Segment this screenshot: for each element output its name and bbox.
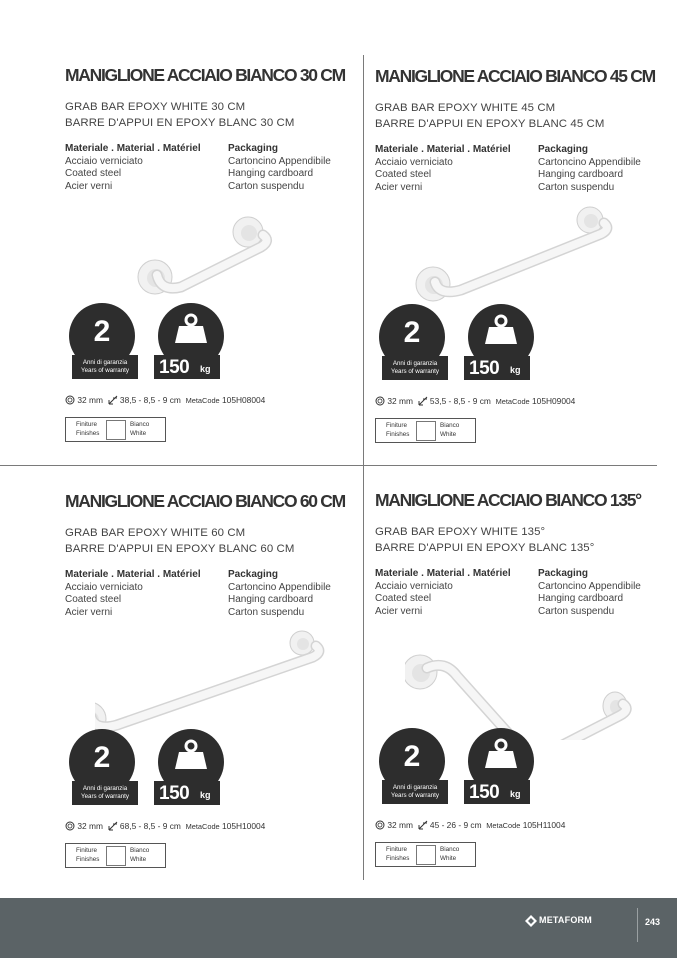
material-line: Coated steel (65, 594, 122, 606)
product-subtitle-fr: BARRE D'APPUI EN EPOXY BLANC 60 CM (65, 543, 295, 555)
packaging-line: Hanging cardboard (538, 593, 624, 605)
metacode-value: 105H08004 (222, 395, 266, 405)
packaging-heading: Packaging (538, 144, 589, 155)
material-line: Acier verni (375, 181, 423, 193)
metacode-value: 105H10004 (222, 821, 266, 831)
diameter-icon (375, 396, 385, 406)
spec-line (65, 821, 265, 831)
horizontal-divider (0, 465, 657, 466)
dimensions-value: 45 - 26 - 9 cm (429, 820, 482, 830)
grab-bar-image (95, 621, 335, 741)
finish-box (375, 842, 476, 867)
material-line: Acier verni (65, 180, 113, 192)
dimension-icon (108, 821, 118, 831)
material-line: Acciaio verniciato (65, 581, 143, 593)
dimensions-value: 53,5 - 8,5 - 9 cm (429, 396, 491, 406)
diameter-value: 32 mm (387, 396, 413, 406)
metacode-label: MetaCode (495, 397, 530, 406)
warranty-label-it: Anni di garanzia (392, 784, 438, 791)
packaging-line: Cartoncino Appendibile (538, 156, 641, 168)
load-unit: kg (510, 365, 521, 375)
packaging-line: Hanging cardboard (538, 169, 624, 181)
dimension-icon (418, 820, 428, 830)
metaform-logo-icon (525, 915, 537, 927)
product-subtitle-fr: BARRE D'APPUI EN EPOXY BLANC 135° (375, 542, 595, 554)
packaging-line: Cartoncino Appendibile (538, 580, 641, 592)
load-value: 150 (469, 358, 500, 379)
grab-bar-image (95, 195, 335, 315)
packaging-line: Hanging cardboard (228, 168, 314, 180)
metacode-value: 105H09004 (532, 396, 576, 406)
metacode-label: MetaCode (185, 822, 220, 831)
packaging-line: Carton suspendu (228, 180, 305, 192)
metacode-label: MetaCode (185, 396, 220, 405)
warranty-label-en: Years of warranty (391, 368, 439, 375)
packaging-column (228, 143, 331, 193)
product-title: MANIGLIONE ACCIAIO BIANCO 135° (375, 490, 641, 510)
grab-bar-image (405, 620, 645, 740)
finish-label-it: Finiture (76, 421, 97, 428)
material-heading: Materiale . Material . Matériel (65, 143, 201, 154)
packaging-column (228, 569, 331, 619)
material-line: Acciaio verniciato (375, 580, 453, 592)
packaging-column (538, 568, 641, 618)
finish-label-en: Finishes (76, 855, 100, 863)
packaging-column (538, 144, 641, 194)
finish-label-it: Finiture (76, 847, 97, 854)
metacode-value: 105H11004 (522, 820, 566, 830)
product-subtitle-en: GRAB BAR EPOXY WHITE 135° (375, 526, 546, 538)
spec-line (65, 395, 265, 405)
warranty-label-it: Anni di garanzia (392, 360, 438, 367)
material-column (65, 143, 201, 193)
packaging-line: Carton suspendu (538, 181, 615, 193)
product-title: MANIGLIONE ACCIAIO BIANCO 45 CM (375, 66, 655, 86)
material-line: Acciaio verniciato (65, 155, 143, 167)
product-card-60cm (65, 481, 365, 881)
weight-icon (174, 313, 208, 343)
packaging-heading: Packaging (538, 568, 589, 579)
spec-line (375, 820, 565, 830)
warranty-label-en: Years of warranty (81, 793, 129, 800)
finish-swatch (106, 420, 126, 440)
finish-box (65, 843, 166, 868)
material-column (375, 144, 511, 194)
finish-label-it: Finiture (386, 422, 407, 429)
packaging-line: Carton suspendu (228, 606, 305, 618)
weight-icon (484, 738, 518, 768)
packaging-line: Hanging cardboard (228, 594, 314, 606)
grab-bar-image (405, 196, 645, 316)
packaging-heading: Packaging (228, 569, 279, 580)
finish-box (375, 418, 476, 443)
footer-separator (637, 908, 638, 942)
load-unit: kg (510, 789, 521, 799)
warranty-years: 2 (93, 315, 111, 348)
finish-value-en: White (440, 430, 457, 438)
material-line: Acier verni (65, 606, 113, 618)
product-subtitle-en: GRAB BAR EPOXY WHITE 45 CM (375, 102, 556, 114)
product-card-135 (375, 480, 675, 880)
finish-label-en: Finishes (386, 854, 410, 862)
product-card-30cm (65, 55, 365, 455)
packaging-line: Carton suspendu (538, 605, 615, 617)
dimension-icon (108, 395, 118, 405)
packaging-heading: Packaging (228, 143, 279, 154)
finish-box (65, 417, 166, 442)
finish-label-it: Finiture (386, 846, 407, 853)
metacode-label: MetaCode (486, 821, 521, 830)
load-value: 150 (159, 783, 190, 804)
product-subtitle-en: GRAB BAR EPOXY WHITE 60 CM (65, 527, 246, 539)
dimension-icon (418, 396, 428, 406)
finish-label-en: Finishes (386, 430, 410, 438)
warranty-years: 2 (403, 740, 421, 773)
product-subtitle-fr: BARRE D'APPUI EN EPOXY BLANC 30 CM (65, 117, 295, 129)
load-value: 150 (469, 782, 500, 803)
load-unit: kg (200, 364, 211, 374)
material-column (65, 569, 201, 619)
finish-value-it: Bianco (130, 847, 150, 854)
dimensions-value: 68,5 - 8,5 - 9 cm (119, 821, 181, 831)
warranty-label-it: Anni di garanzia (82, 785, 128, 792)
diameter-icon (65, 821, 75, 831)
load-value: 150 (159, 357, 190, 378)
finish-swatch (416, 421, 436, 441)
diameter-icon (375, 820, 385, 830)
page-number: 243 (645, 917, 661, 927)
product-subtitle-fr: BARRE D'APPUI EN EPOXY BLANC 45 CM (375, 118, 605, 130)
material-heading: Materiale . Material . Matériel (375, 144, 511, 155)
finish-label-en: Finishes (76, 429, 100, 437)
material-heading: Materiale . Material . Matériel (375, 568, 511, 579)
product-title: MANIGLIONE ACCIAIO BIANCO 60 CM (65, 491, 345, 511)
finish-value-it: Bianco (440, 422, 460, 429)
diameter-value: 32 mm (77, 395, 103, 405)
material-line: Coated steel (375, 593, 432, 605)
load-unit: kg (200, 790, 211, 800)
warranty-years: 2 (403, 316, 421, 349)
packaging-line: Cartoncino Appendibile (228, 581, 331, 593)
product-card-45cm (375, 56, 675, 456)
finish-swatch (106, 846, 126, 866)
product-title: MANIGLIONE ACCIAIO BIANCO 30 CM (65, 65, 345, 85)
warranty-label-en: Years of warranty (81, 367, 129, 374)
finish-value-en: White (130, 429, 147, 437)
dimensions-value: 38,5 - 8,5 - 9 cm (119, 395, 181, 405)
product-subtitle-en: GRAB BAR EPOXY WHITE 30 CM (65, 101, 246, 113)
material-column (375, 568, 511, 618)
warranty-label-it: Anni di garanzia (82, 359, 128, 366)
diameter-value: 32 mm (387, 820, 413, 830)
material-line: Coated steel (375, 169, 432, 181)
finish-swatch (416, 845, 436, 865)
material-line: Acier verni (375, 605, 423, 617)
weight-icon (174, 739, 208, 769)
packaging-line: Cartoncino Appendibile (228, 155, 331, 167)
finish-value-it: Bianco (130, 421, 150, 428)
spec-line (375, 396, 575, 406)
diameter-value: 32 mm (77, 821, 103, 831)
material-line: Coated steel (65, 168, 122, 180)
diameter-icon (65, 395, 75, 405)
finish-value-it: Bianco (440, 846, 460, 853)
finish-value-en: White (440, 854, 457, 862)
brand-name: METAFORM (539, 915, 592, 925)
warranty-label-en: Years of warranty (391, 792, 439, 799)
page-footer (0, 898, 677, 958)
warranty-years: 2 (93, 741, 111, 774)
material-heading: Materiale . Material . Matériel (65, 569, 201, 580)
weight-icon (484, 314, 518, 344)
finish-value-en: White (130, 855, 147, 863)
material-line: Acciaio verniciato (375, 156, 453, 168)
